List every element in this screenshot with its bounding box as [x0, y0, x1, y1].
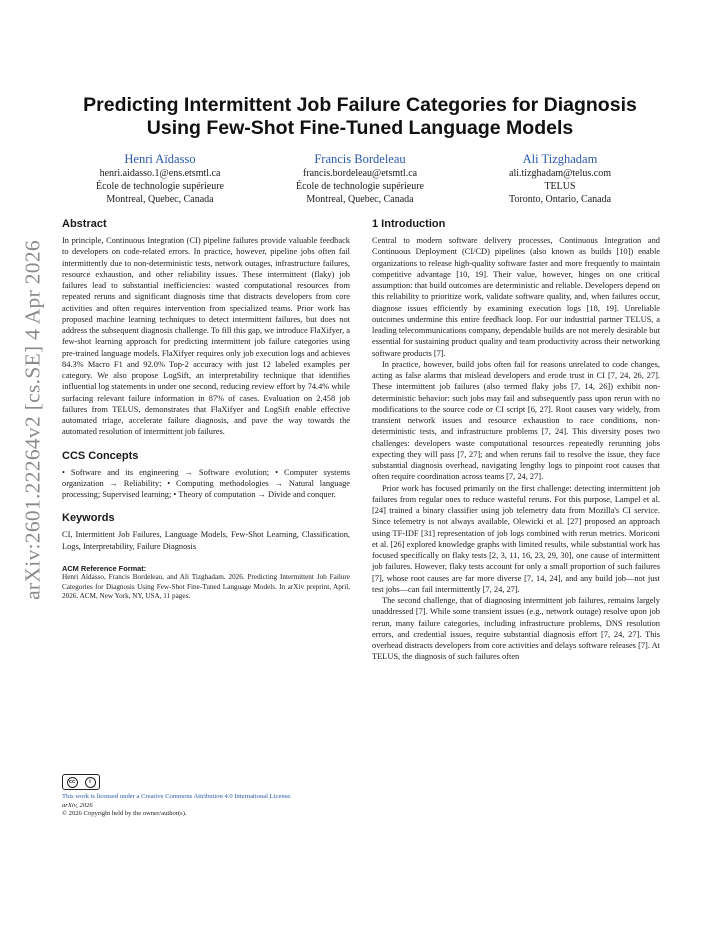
- acm-reference-text: Henri Aïdasso, Francis Bordeleau, and Ali Tizghadam. 2026. Predicting Intermittent Job Failure Categories for Diagnosis Using Few-Shot Fine-Tuned Language Models. In arXiv preprint, April, 2026. ACM, New York, NY, USA, 11 pages.: [62, 573, 350, 601]
- keywords-heading: Keywords: [62, 512, 115, 525]
- author-affiliation: École de technologie supérieure: [96, 181, 224, 192]
- left-column: [62, 218, 350, 602]
- ccs-section: [62, 450, 350, 501]
- cc-by-badge: [62, 774, 100, 790]
- author-location: Montreal, Quebec, Canada: [106, 194, 214, 205]
- author-email: henri.aidasso.1@ens.etsmtl.ca: [99, 168, 221, 179]
- abstract-text: In principle, Continuous Integration (CI) pipeline failures provide valuable feedback to developers on code-related errors. In practice, however, pipeline jobs often fail intermittently due to non-deterministic tests, network outages, infrastructure failures, resource exhaustion, and other reliability issues. These intermittent (flaky) job failures lead to substantial inefficiencies: wasted computational resources from repeated reruns and significant diagnosis time that distracts developers from core activities and often requires intervention from specialized teams. Prior work has proposed machine learning techniques to detect intermittent failures, but does not address the subsequent diagnosis challenge. To fill this gap, we introduce FlaXifyer, a few-shot learning approach for predicting intermittent job failure categories using pre-trained language models. FlaXifyer requires only job execution logs and achieves 84.3% Macro F1 and 92.0% Top-2 accuracy with just 12 labeled examples per category. We also propose LogSift, an interpretability technique that identifies influential log statements in under one second, reducing review effort by 74.4% while surfacing relevant failure information in 87% of cases. Evaluation on 2,458 job failures from TELUS, demonstrates that FlaXifyer and LogSift enable effective automated triage, accelerate failure diagnosis, and pave the way towards the automated resolution of intermittent job failures.: [62, 236, 350, 437]
- intro-heading: 1 Introduction: [372, 218, 446, 230]
- intro-paragraph-1: Central to modern software delivery processes, Continuous Integration and Continuous Deployment (CI/CD) pipelines (also known as builds [10]) enable organizations to release high-quality software faster and more frequently to maintain competitive advantage [10, 19]. Their value, however, hinges on one critical assumption: that build outcomes are deterministic and reliable. Developers depend on this reliability to prioritize work, validate software quality, and, when failures occur, diagnose issues efficiently by examining execution logs [18, 19]. Unreliable outcomes undermine this entire feedback loop. For our industrial partner TELUS, a leading telecommunications company, dependable builds are not merely desirable but essential for sustaining product quality and team productivity across their networking software products [7].: [372, 236, 660, 358]
- license-copyright: © 2026 Copyright held by the owner/author(s).: [62, 810, 187, 818]
- author-email: ali.tizghadam@telus.com: [509, 168, 611, 179]
- ccs-text: • Software and its engineering → Software evolution; • Computer systems organization → Reliability; • Computing methodologies → Natural language processing; Supervised learning; • Theory of computation → Divide and conquer.: [62, 467, 350, 499]
- author-location: Toronto, Ontario, Canada: [508, 194, 612, 205]
- intro-paragraph-3: Prior work has focused primarily on the first challenge: detecting intermittent job failures from regular ones to reduce wasteful reruns. For this purpose, Lampel et al. [24] trained a binary classifier using job telemetry data from Mozilla's CI service. Since telemetry is not always available, Olewicki et al. [27] proposed an approach using TF-IDF [31] representation of job logs combined with rerun metrics. Moriconi et al. [26] explored knowledge graphs with limited results, while substantial work has focused specifically on flaky tests [2, 3, 11, 16, 23, 29, 30], one cause of intermittent job failures. However, flaky tests account for only a small proportion of such failures [7], whose root causes are far more diverse [7, 14, 24], and any build job—not just test jobs—can fail intermittently [7, 24, 27].: [372, 483, 660, 594]
- author-3: [460, 152, 660, 206]
- acm-reference-heading: ACM Reference Format:: [62, 563, 147, 573]
- author-location: Montreal, Quebec, Canada: [306, 194, 414, 205]
- by-icon: i: [85, 777, 96, 788]
- arxiv-stamp-text: arXiv:2601.22264v2 [cs.SE] 4 Apr 2026: [20, 240, 45, 600]
- author-email: francis.bordeleau@etsmtl.ca: [302, 168, 418, 179]
- keywords-section: [62, 512, 350, 552]
- cc-icon: cc: [67, 777, 78, 788]
- author-name: Francis Bordeleau: [314, 152, 406, 166]
- ccs-heading: CCS Concepts: [62, 449, 139, 462]
- license-block: [62, 774, 362, 819]
- author-affiliation: École de technologie supérieure: [296, 181, 424, 192]
- author-name: Ali Tizghadam: [522, 152, 598, 166]
- author-name: Henri Aïdasso: [124, 152, 196, 166]
- right-column: [372, 218, 660, 663]
- acm-reference: [62, 564, 350, 602]
- author-affiliation: TELUS: [544, 181, 576, 192]
- author-1: [60, 152, 260, 206]
- intro-paragraph-4: The second challenge, that of diagnosing intermittent job failures, remains largely unaddressed [7]. While some transient issues (e.g., network outage) resolve upon job rerun, many failure categories, including infrastructure problems, DNS resolution errors, and credential issues, require substantial diagnosis effort [7, 24, 27]. This overhead distracts developers from core activities and delays software releases [7]. At TELUS, the diagnosis of such failures often: [372, 596, 660, 662]
- keywords-text: CI, Intermittent Job Failures, Language Models, Few-Shot Learning, Classification, Logs, Interpretability, Failure Diagnosis: [62, 530, 350, 551]
- intro-paragraph-2: In practice, however, build jobs often fail for reasons unrelated to code changes, acting as false alarms that mislead developers and erode trust in CI [7, 24, 26, 27]. These intermittent job failures (also termed flaky jobs [7, 14, 26]) exhibit non-deterministic behavior: such jobs may fail and subsequently pass upon rerun with no modifications to the source code or CI script [6, 27]. Root causes vary widely, from transient network issues and resource exhaustion to race conditions, non-deterministic tests, and infrastructure problems [7, 24]. This diversity poses two challenges: developers waste computational resources repeatedly rerunning jobs expecting they will pass [7, 27]; and when reruns fail to resolve the issue, they face substantial diagnosis overhead, navigating lengthy logs to pinpoint root causes that often require coordination across teams [7, 24, 27].: [372, 359, 660, 482]
- license-venue: arXiv, 2026: [62, 801, 93, 809]
- license-link[interactable]: This work is licensed under a Creative Commons Attribution 4.0 International License.: [62, 793, 292, 800]
- author-2: [260, 152, 460, 206]
- paper-title: Predicting Intermittent Job Failure Categories for Diagnosis Using Few-Shot Fine-Tuned Language Models: [83, 94, 637, 139]
- arxiv-stamp: [18, 170, 48, 670]
- abstract-heading: Abstract: [62, 218, 107, 230]
